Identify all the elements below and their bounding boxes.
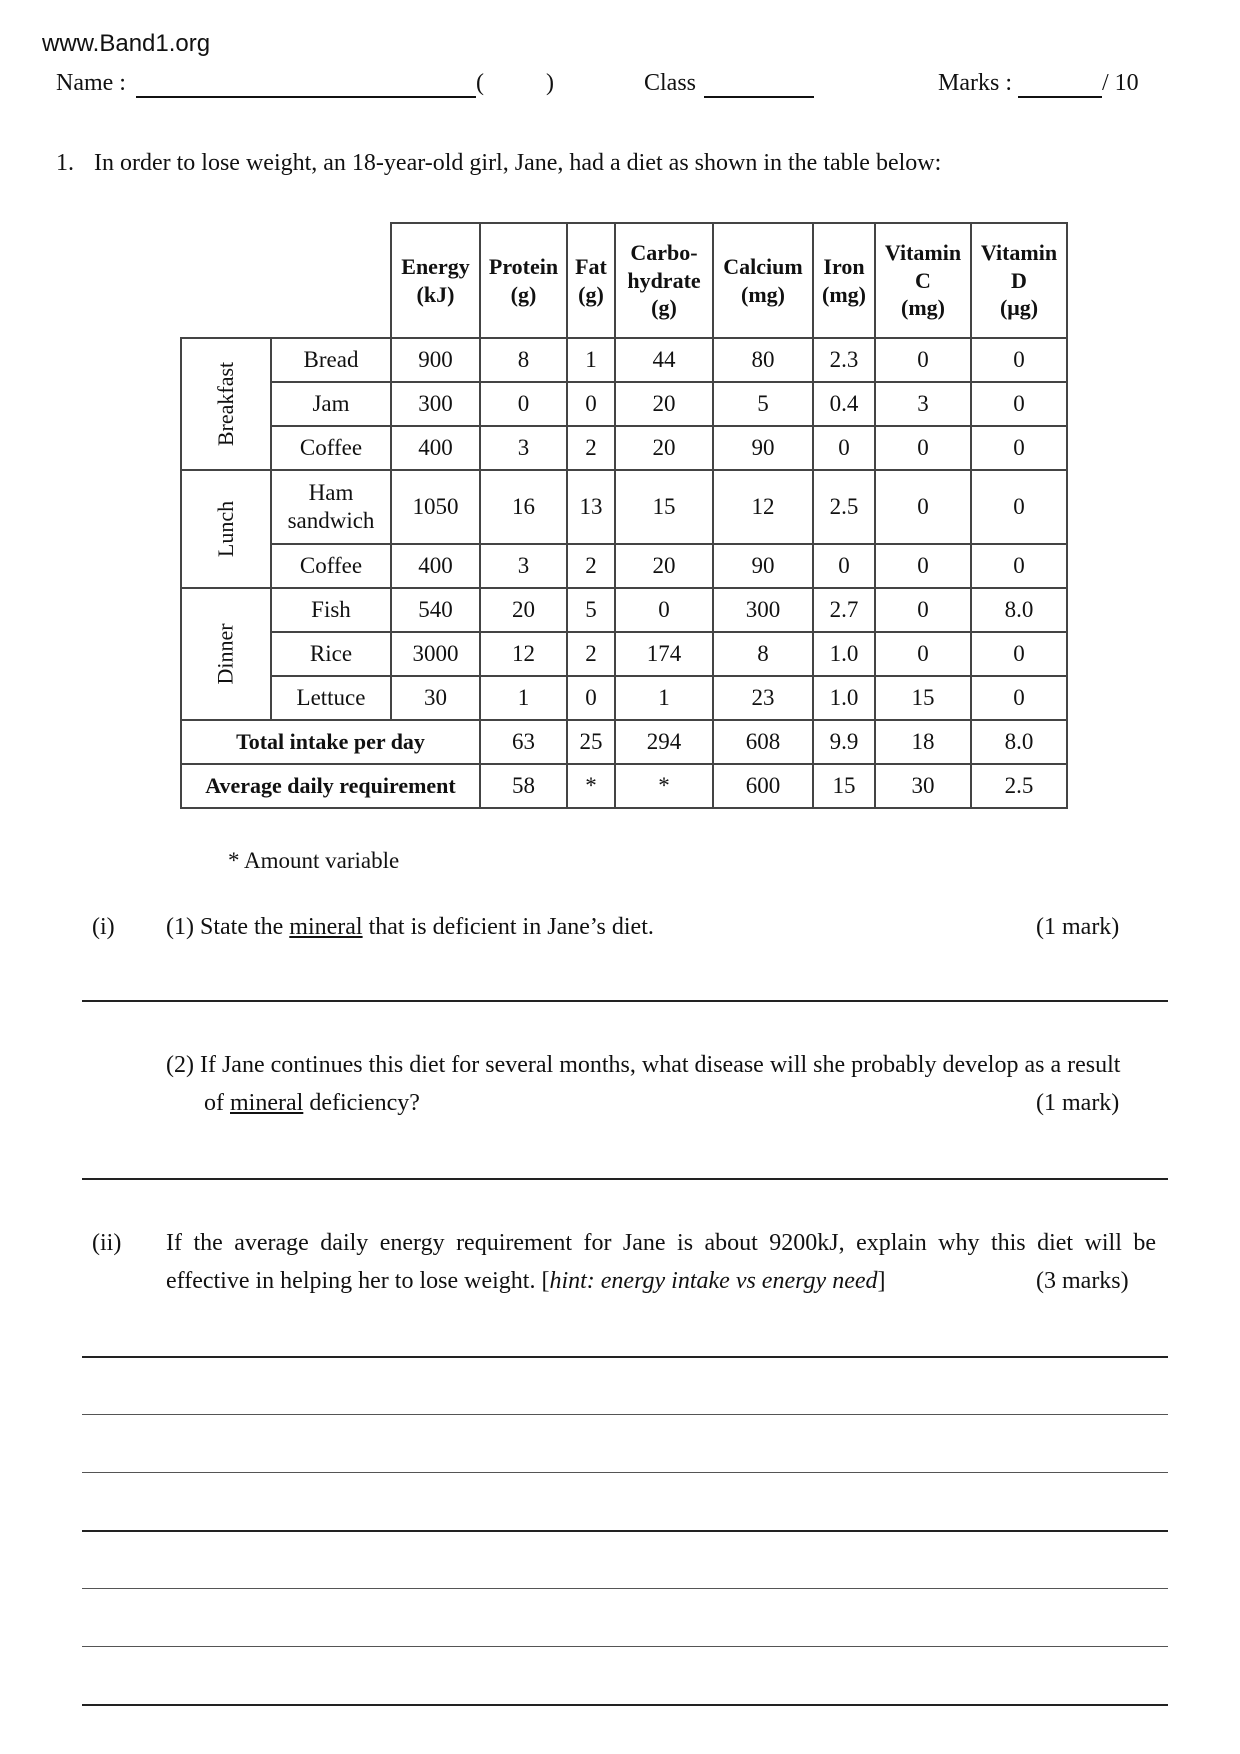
- meal-label-breakfast: Breakfast: [181, 338, 271, 470]
- table-cell: 63: [480, 720, 567, 764]
- table-cell: 0: [615, 588, 713, 632]
- table-cell: 540: [391, 588, 480, 632]
- site-url: www.Band1.org: [42, 30, 211, 57]
- table-cell: 0: [567, 676, 615, 720]
- food-name: Coffee: [271, 426, 391, 470]
- question-intro: In order to lose weight, an 18-year-old girl, Jane, had a diet as shown in the table below:: [94, 150, 942, 176]
- table-cell: 0: [813, 544, 875, 588]
- table-row: [181, 544, 1067, 588]
- col-header-protein: Protein (g): [480, 223, 567, 338]
- meal-label-lunch: Lunch: [181, 470, 271, 588]
- table-cell: 608: [713, 720, 813, 764]
- table-cell: 80: [713, 338, 813, 382]
- table-footnote: * Amount variable: [228, 848, 400, 873]
- table-cell: 18: [875, 720, 971, 764]
- table-cell: 8: [480, 338, 567, 382]
- table-cell: 25: [567, 720, 615, 764]
- table-cell: 2: [567, 544, 615, 588]
- table-cell: 0: [971, 338, 1067, 382]
- part-ii-line1: If the average daily energy requirement for Jane is about 9200kJ, explain why this diet will be: [166, 1230, 1156, 1256]
- table-cell: 0: [813, 426, 875, 470]
- table-cell: 174: [615, 632, 713, 676]
- table-cell: 30: [875, 764, 971, 808]
- table-cell: 16: [480, 470, 567, 544]
- table-cell: 20: [615, 544, 713, 588]
- table-cell: 0: [567, 382, 615, 426]
- table-cell: 30: [391, 676, 480, 720]
- table-cell: 12: [480, 632, 567, 676]
- part-i2-mark: (1 mark): [1036, 1090, 1120, 1116]
- total-label: Total intake per day: [181, 720, 480, 764]
- table-cell: *: [615, 764, 713, 808]
- table-cell: 1.0: [813, 676, 875, 720]
- table-row: [181, 426, 1067, 470]
- table-cell: 0: [875, 544, 971, 588]
- part-i2-line2: of mineral deficiency?: [204, 1090, 420, 1116]
- answer-line[interactable]: [82, 1704, 1168, 1706]
- answer-line[interactable]: [82, 1646, 1168, 1647]
- table-cell: 300: [713, 588, 813, 632]
- paren-close: ): [546, 70, 554, 96]
- col-header-calcium: Calcium (mg): [713, 223, 813, 338]
- food-name: Rice: [271, 632, 391, 676]
- table-cell: 8: [713, 632, 813, 676]
- marks-total: / 10: [1102, 70, 1139, 96]
- table-cell: 13: [567, 470, 615, 544]
- meal-label-dinner: Dinner: [181, 588, 271, 720]
- table-row: [181, 676, 1067, 720]
- table-cell: 400: [391, 426, 480, 470]
- total-row: [181, 720, 1067, 764]
- table-cell: 90: [713, 544, 813, 588]
- table-cell: 0.4: [813, 382, 875, 426]
- table-cell: *: [567, 764, 615, 808]
- part-i-label: (i): [92, 914, 115, 940]
- table-cell: 3: [480, 544, 567, 588]
- table-cell: 44: [615, 338, 713, 382]
- table-cell: 2.5: [813, 470, 875, 544]
- table-cell: 0: [875, 632, 971, 676]
- table-cell: 8.0: [971, 588, 1067, 632]
- table-cell: 1: [480, 676, 567, 720]
- table-cell: 15: [813, 764, 875, 808]
- table-cell: 0: [875, 588, 971, 632]
- part-i1-mark: (1 mark): [1036, 914, 1120, 940]
- table-cell: 2: [567, 632, 615, 676]
- answer-line[interactable]: [82, 1000, 1168, 1002]
- paren-open: (: [476, 70, 484, 96]
- table-cell: 0: [971, 426, 1067, 470]
- table-cell: 0: [875, 338, 971, 382]
- name-field[interactable]: [136, 74, 476, 98]
- food-name: Lettuce: [271, 676, 391, 720]
- answer-line[interactable]: [82, 1472, 1168, 1473]
- col-header-vitamin-c: Vitamin C (mg): [875, 223, 971, 338]
- food-name: Jam: [271, 382, 391, 426]
- answer-line[interactable]: [82, 1356, 1168, 1358]
- part-ii-mark: (3 marks): [1036, 1268, 1129, 1294]
- food-name: Ham sandwich: [271, 470, 391, 544]
- table-cell: 90: [713, 426, 813, 470]
- diet-table: [180, 222, 1068, 809]
- table-cell: 0: [875, 470, 971, 544]
- table-row: [181, 338, 1067, 382]
- table-cell: 0: [875, 426, 971, 470]
- table-cell: 20: [480, 588, 567, 632]
- table-cell: 23: [713, 676, 813, 720]
- table-cell: 400: [391, 544, 480, 588]
- part-i1-text: (1) State the mineral that is deficient in Jane’s diet.: [166, 914, 654, 940]
- col-header-iron: Iron (mg): [813, 223, 875, 338]
- table-cell: 1: [567, 338, 615, 382]
- class-field[interactable]: [704, 74, 814, 98]
- answer-line[interactable]: [82, 1414, 1168, 1415]
- col-header-carbohydrate: Carbo- hydrate (g): [615, 223, 713, 338]
- table-cell: 15: [875, 676, 971, 720]
- table-cell: 9.9: [813, 720, 875, 764]
- table-cell: 2.7: [813, 588, 875, 632]
- table-cell: 3000: [391, 632, 480, 676]
- food-name: Fish: [271, 588, 391, 632]
- part-ii-line2: effective in helping her to lose weight. [hint: energy intake vs energy need]: [166, 1268, 886, 1294]
- table-cell: 2: [567, 426, 615, 470]
- table-cell: 1.0: [813, 632, 875, 676]
- table-row: [181, 470, 1067, 544]
- table-cell: 3: [480, 426, 567, 470]
- table-cell: 0: [971, 382, 1067, 426]
- table-row: [181, 382, 1067, 426]
- table-cell: 0: [971, 632, 1067, 676]
- class-label: Class: [644, 70, 697, 96]
- table-cell: 20: [615, 382, 713, 426]
- table-cell: 900: [391, 338, 480, 382]
- table-cell: 0: [480, 382, 567, 426]
- part-ii-label: (ii): [92, 1230, 122, 1256]
- table-cell: 12: [713, 470, 813, 544]
- table-cell: 600: [713, 764, 813, 808]
- part-i2-line1: (2) If Jane continues this diet for several months, what disease will she probably develop as a result: [166, 1052, 1121, 1078]
- answer-line[interactable]: [82, 1530, 1168, 1532]
- food-name: Coffee: [271, 544, 391, 588]
- col-header-vitamin-d: Vitamin D (μg): [971, 223, 1067, 338]
- table-cell: 2.5: [971, 764, 1067, 808]
- col-header-energy: Energy (kJ): [391, 223, 480, 338]
- answer-line[interactable]: [82, 1588, 1168, 1589]
- requirement-label: Average daily requirement: [181, 764, 480, 808]
- table-cell: 8.0: [971, 720, 1067, 764]
- table-cell: 1: [615, 676, 713, 720]
- requirement-row: [181, 764, 1067, 808]
- table-cell: 0: [971, 470, 1067, 544]
- food-name: Bread: [271, 338, 391, 382]
- table-cell: 15: [615, 470, 713, 544]
- table-cell: 1050: [391, 470, 480, 544]
- table-cell: 2.3: [813, 338, 875, 382]
- table-cell: 5: [713, 382, 813, 426]
- table-cell: 0: [971, 676, 1067, 720]
- marks-field[interactable]: [1018, 74, 1102, 98]
- table-row: [181, 588, 1067, 632]
- question-number: 1.: [56, 150, 74, 176]
- table-corner: [181, 223, 391, 338]
- table-cell: 3: [875, 382, 971, 426]
- table-cell: 5: [567, 588, 615, 632]
- table-row: [181, 632, 1067, 676]
- col-header-fat: Fat (g): [567, 223, 615, 338]
- name-label: Name :: [56, 70, 126, 96]
- table-cell: 300: [391, 382, 480, 426]
- table-cell: 0: [971, 544, 1067, 588]
- table-cell: 58: [480, 764, 567, 808]
- marks-label: Marks :: [938, 70, 1012, 96]
- table-cell: 294: [615, 720, 713, 764]
- answer-line[interactable]: [82, 1178, 1168, 1180]
- table-cell: 20: [615, 426, 713, 470]
